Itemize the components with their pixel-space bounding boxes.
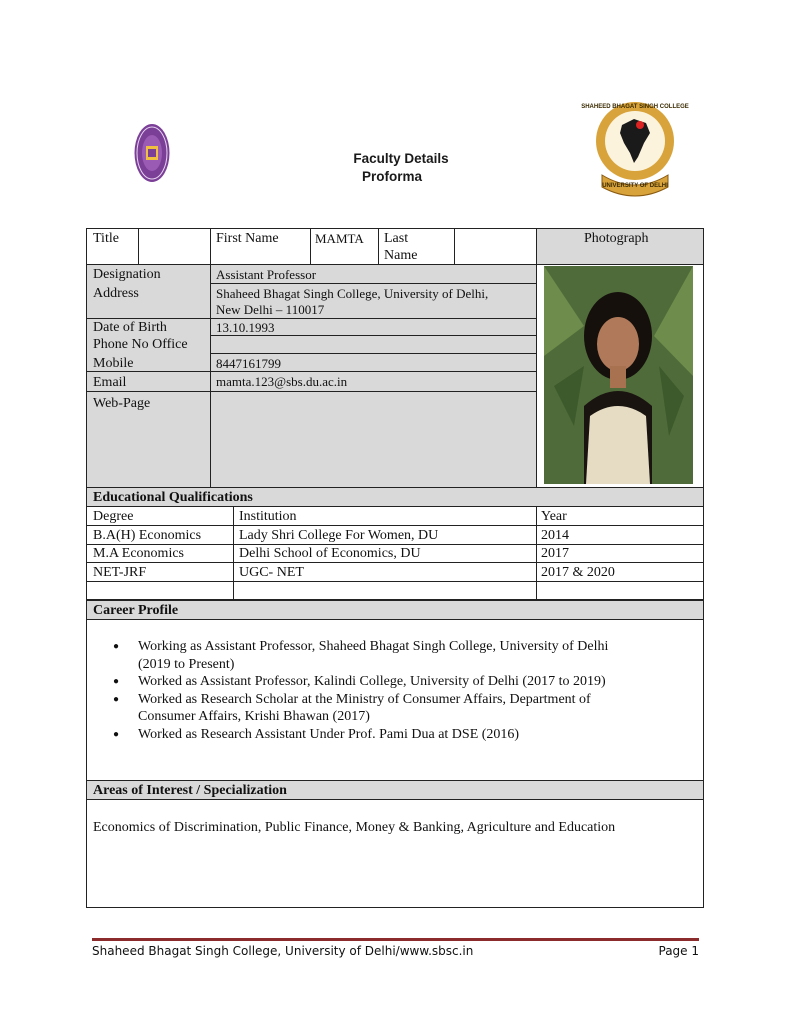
dob-label: Date of Birth: [93, 320, 167, 335]
sbs-logo-banner-text: UNIVERSITY OF DELHI: [602, 183, 668, 189]
education-row-2-year: 2017: [541, 546, 569, 561]
education-header-institution: Institution: [239, 509, 297, 524]
mobile-value: 8447161799: [216, 356, 281, 371]
education-row-3-year: 2017 & 2020: [541, 565, 615, 580]
email-value: mamta.123@sbs.du.ac.in: [216, 374, 348, 389]
profile-photograph: [544, 266, 693, 484]
education-row-3-degree: NET-JRF: [93, 565, 147, 580]
education-row-1-degree: B.A(H) Economics: [93, 528, 202, 543]
phone-office-label: Phone No Office: [93, 337, 188, 352]
first-name-value: MAMTA: [315, 231, 364, 246]
page-title: [300, 150, 502, 186]
career-item-4: [138, 726, 698, 744]
designation-value: Assistant Professor: [216, 267, 317, 282]
education-header-year: Year: [541, 509, 567, 524]
career-section-title: Career Profile: [93, 603, 179, 618]
page-title-line-1: Faculty Details: [353, 151, 449, 166]
title-label: Title: [93, 231, 119, 246]
education-row-2-institution: Delhi School of Economics, DU: [239, 546, 421, 561]
footer-college-text: Shaheed Bhagat Singh College, University of Delhi/www.sbsc.in: [92, 944, 474, 958]
du-crest-logo: [133, 122, 171, 184]
education-row-3-institution: UGC- NET: [239, 565, 304, 580]
sbs-logo-ring-text: SHAHEED BHAGAT SINGH COLLEGE: [581, 104, 689, 110]
address-label: Address: [93, 286, 139, 301]
career-item-1-line-2: (2019 to Present): [138, 656, 235, 672]
mobile-label: Mobile: [93, 356, 134, 371]
footer-page-number: Page 1: [658, 944, 699, 958]
photograph-label: Photograph: [584, 231, 649, 246]
education-row-1-year: 2014: [541, 528, 569, 543]
page-title-line-2: Proforma: [361, 169, 422, 184]
education-row-2-degree: M.A Economics: [93, 546, 184, 561]
career-list: [113, 638, 698, 743]
footer-rule: [92, 938, 699, 941]
address-value-line-1: Shaheed Bhagat Singh College, University of Delhi,: [216, 286, 489, 301]
education-section-title: Educational Qualifications: [93, 490, 253, 505]
career-item-1-line-1: Working as Assistant Professor, Shaheed Bhagat Singh College, University of Delhi: [138, 639, 609, 654]
education-row-1-institution: Lady Shri College For Women, DU: [239, 528, 439, 543]
webpage-label: Web-Page: [93, 396, 151, 411]
career-item-3: [138, 691, 698, 726]
career-item-1: [138, 638, 698, 673]
career-item-2: [138, 673, 698, 691]
career-item-4-line-1: Worked as Research Assistant Under Prof. Pami Dua at DSE (2016): [138, 726, 520, 742]
first-name-label: First Name: [216, 231, 279, 246]
career-item-2-line-1: Worked as Assistant Professor, Kalindi College, University of Delhi (2017 to 2019): [138, 674, 606, 689]
interests-text: Economics of Discrimination, Public Finance, Money & Banking, Agriculture and Education: [93, 820, 616, 835]
designation-label: Designation: [93, 267, 161, 282]
career-item-3-line-2: Consumer Affairs, Krishi Bhawan (2017): [138, 709, 370, 724]
career-item-3-line-1: Worked as Research Scholar at the Ministry of Consumer Affairs, Department of: [138, 691, 591, 707]
last-name-label-line-2: Name: [384, 248, 418, 263]
address-value-line-2: New Delhi – 110017: [216, 302, 325, 317]
education-header-degree: Degree: [93, 509, 134, 524]
dob-value: 13.10.1993: [216, 320, 275, 335]
email-label: Email: [93, 375, 127, 390]
interests-section-title: Areas of Interest / Specialization: [93, 783, 287, 798]
sbs-college-logo: [581, 97, 689, 200]
career-section-header: [87, 601, 703, 619]
last-name-label-line-1: Last: [384, 231, 409, 246]
